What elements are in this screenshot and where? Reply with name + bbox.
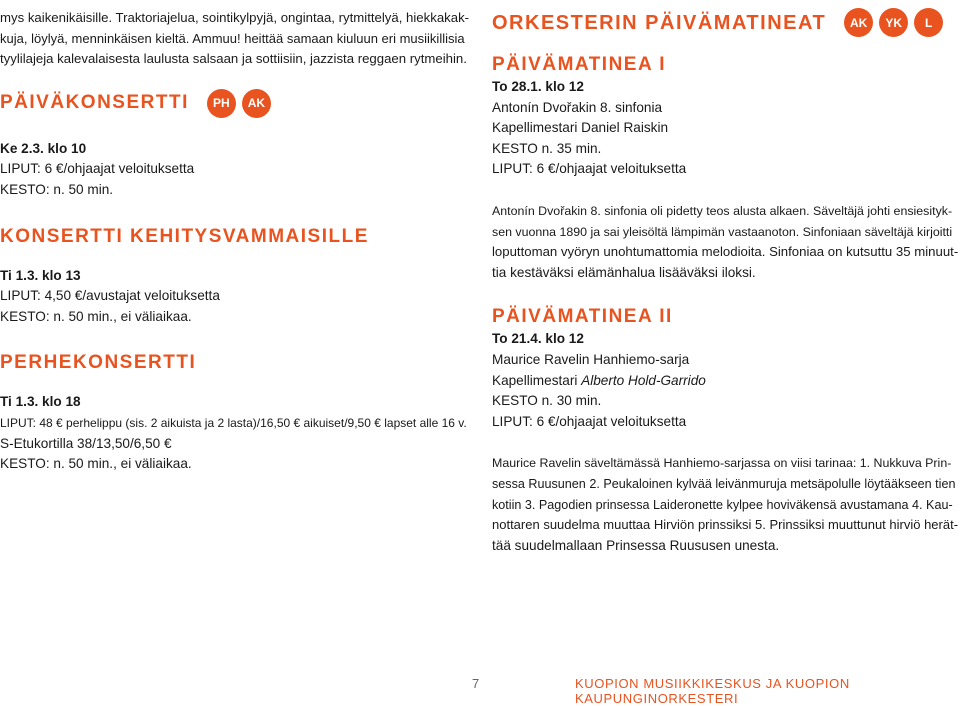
description-line: Maurice Ravelin säveltämässä Hanhiemo-sarjassa on viisi tarinaa: 1. Nukkuva Prin-	[492, 456, 952, 471]
right-column	[492, 8, 958, 556]
left-column	[0, 8, 470, 475]
section-perhekonsertti	[0, 351, 470, 474]
matinee-heading-text: PÄIVÄMATINEA I	[492, 54, 667, 75]
description-line: tää suudelmallaan Prinsessa Ruususen unesta.	[492, 537, 780, 553]
main-heading	[492, 8, 958, 37]
intro-line: mys kaikenikäisille. Traktoriajelua, sointikylpyjä, ongintaa, rytmittelyä, hiekkakak-	[0, 10, 470, 25]
description-line: nottaren suudelma muuttaa Hirviön prinssiksi 5. Prinssiksi muuttunut hirviö herät-	[492, 517, 959, 533]
section-heading-text: PERHEKONSERTTI	[0, 352, 197, 374]
event-info	[0, 266, 470, 328]
section-heading	[0, 351, 470, 375]
description-line: kotiin 3. Pagodien prinsessa Laideronette kylpee hoviväkensä avustamana 4. Kau-	[492, 497, 953, 512]
section-paivakonsertti	[0, 89, 470, 201]
event-time: To 21.4. klo 12	[492, 331, 584, 347]
intro-paragraph	[0, 8, 470, 70]
conductor-name: Alberto Hold-Garrido	[581, 372, 706, 388]
section-kehitysvammaisille	[0, 225, 470, 328]
event-line: KESTO n. 35 min.	[492, 140, 602, 156]
event-info	[492, 77, 958, 180]
intro-line: kuja, löylyä, menninkäisen kieltä. Ammuu! heittää samaan kiuluun eri musiikillisia	[0, 30, 465, 46]
page-number: 7	[472, 676, 480, 691]
event-time: To 28.1. klo 12	[492, 79, 584, 94]
section-heading-text: PÄIVÄKONSERTTI	[0, 92, 189, 114]
audience-badge: PH	[207, 89, 236, 118]
audience-badges	[844, 8, 943, 37]
event-line: KESTO n. 30 min.	[492, 393, 602, 409]
event-line: LIPUT: 6 €/ohjaajat veloituksetta	[492, 161, 687, 177]
description-line: loputtoman vyöryn unohtumattomia melodioita. Sinfoniaa on kutsuttu 35 minuut-	[492, 244, 959, 260]
event-line: Kapellimestari Daniel Raiskin	[492, 120, 669, 136]
main-heading-text: ORKESTERIN PÄIVÄMATINEAT	[492, 11, 827, 34]
description-line: tia kestäväksi elämänhalua lisääväksi iloksi.	[492, 264, 756, 280]
description-line: sessa Ruusunen 2. Peukaloinen kylvää leivänmuruja metsäpolulle löytääkseen tien	[492, 476, 956, 491]
matinee-description	[492, 201, 958, 283]
description-line: sen vuonna 1890 ja sai yleisöltä lämpimän vastaanoton. Sinfoniaan säveltäjä kirjoitti	[492, 224, 953, 239]
audience-badge: YK	[879, 8, 908, 37]
event-line: LIPUT: 6 €/ohjaajat veloituksetta	[492, 413, 687, 429]
conductor-line	[492, 371, 958, 392]
event-line: LIPUT: 4,50 €/avustajat veloituksetta	[0, 288, 220, 304]
description-line: Antonín Dvořakin 8. sinfonia oli pidetty teos alusta alkaen. Säveltäjä johti ensiesityk-	[492, 203, 953, 218]
matinee-1	[492, 53, 958, 283]
event-line: LIPUT: 48 € perhelippu (sis. 2 aikuista ja 2 lasta)/16,50 € aikuiset/9,50 € lapset alle 16 v.	[0, 415, 467, 430]
audience-badges	[207, 89, 271, 118]
section-heading	[0, 225, 470, 249]
section-heading	[0, 89, 470, 118]
event-line: S-Etukortilla 38/13,50/6,50 €	[0, 435, 172, 451]
event-info	[0, 139, 470, 201]
event-line: Antonín Dvořakin 8. sinfonia	[492, 99, 663, 115]
audience-badge: AK	[844, 8, 873, 37]
matinee-description	[492, 453, 958, 556]
matinee-2	[492, 305, 958, 556]
audience-badge: AK	[242, 89, 271, 118]
matinee-heading-text: PÄIVÄMATINEA II	[492, 306, 673, 328]
event-time: Ke 2.3. klo 10	[0, 140, 87, 156]
event-line: LIPUT: 6 €/ohjaajat veloituksetta	[0, 161, 195, 177]
audience-badge: L	[914, 8, 943, 37]
event-line: KESTO: n. 50 min., ei väliaikaa.	[0, 456, 192, 472]
matinee-heading	[492, 305, 958, 329]
footer-organization: KUOPION MUSIIKKIKESKUS JA KUOPION KAUPUNGINORKESTERI	[575, 676, 850, 706]
event-line: KESTO: n. 50 min., ei väliaikaa.	[0, 308, 192, 324]
matinee-heading	[492, 53, 958, 77]
event-line: KESTO: n. 50 min.	[0, 181, 114, 197]
intro-line: tyylilajeja kalevalaisesta laulusta salsaan ja sottiisiin, jazzista reggaen rytmeihin.	[0, 51, 467, 67]
section-heading-text: KONSERTTI KEHITYSVAMMAISILLE	[0, 225, 369, 247]
conductor-prefix: Kapellimestari	[492, 372, 578, 388]
event-time: Ti 1.3. klo 13	[0, 267, 81, 283]
event-info	[492, 329, 958, 432]
event-time: Ti 1.3. klo 18	[0, 394, 81, 410]
event-info	[0, 392, 470, 474]
event-line: Maurice Ravelin Hanhiemo-sarja	[492, 351, 690, 367]
